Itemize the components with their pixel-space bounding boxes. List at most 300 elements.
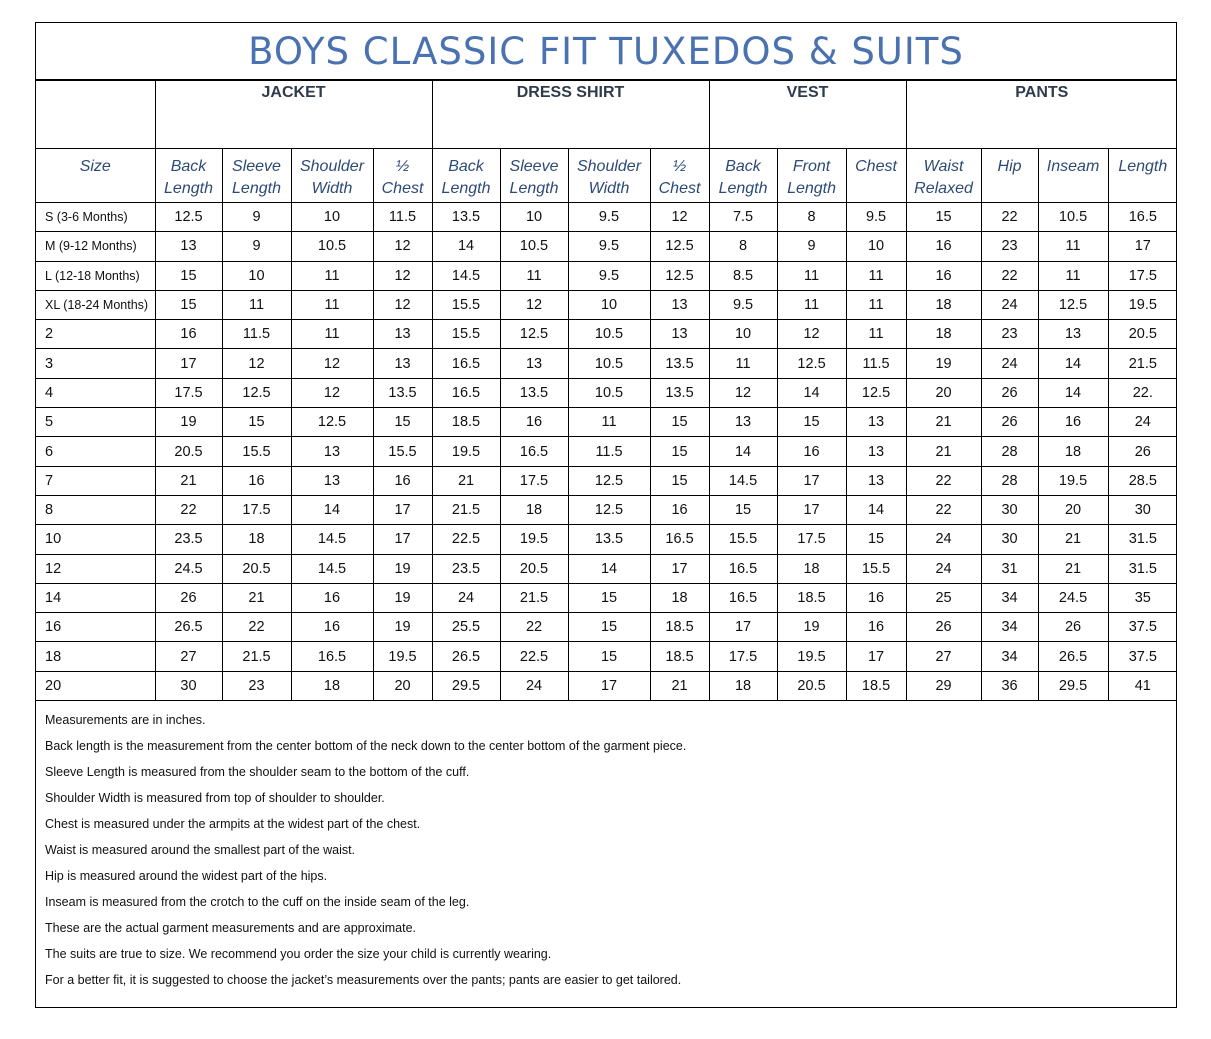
table-cell: 19 — [906, 349, 981, 378]
table-cell: 26 — [1038, 613, 1108, 642]
note-line: Waist is measured around the smallest part of the waist. — [45, 843, 356, 858]
table-cell: 19.5 — [432, 437, 500, 466]
col-header-pants-inseam: Inseam — [1038, 149, 1108, 203]
table-cell: 17 — [155, 349, 222, 378]
table-cell: 15.5 — [373, 437, 432, 466]
table-cell: 13 — [846, 408, 906, 437]
table-cell: 13 — [500, 349, 568, 378]
col-header-shirt-sleeve-length: Sleeve Length — [500, 149, 568, 203]
table-cell: 15 — [650, 408, 709, 437]
table-cell: 18.5 — [432, 408, 500, 437]
table-cell: 16 — [222, 466, 291, 495]
table-cell: 15 — [650, 437, 709, 466]
table-cell: 11 — [846, 320, 906, 349]
table-cell: 26 — [906, 613, 981, 642]
table-cell: 22 — [155, 495, 222, 524]
table-cell: 9.5 — [568, 261, 650, 290]
table-cell: 17 — [568, 671, 650, 700]
table-cell: 12.5 — [155, 203, 222, 232]
table-cell: 26 — [155, 583, 222, 612]
table-cell: 16.5 — [650, 525, 709, 554]
table-cell: 11 — [291, 261, 373, 290]
table-cell: 19.5 — [500, 525, 568, 554]
table-cell: 17 — [709, 613, 777, 642]
table-cell: 13 — [1038, 320, 1108, 349]
table-cell: 12 — [373, 261, 432, 290]
table-cell: 11 — [291, 320, 373, 349]
table-cell: 11 — [500, 261, 568, 290]
table-cell: 11.5 — [846, 349, 906, 378]
table-cell: 16.5 — [709, 554, 777, 583]
table-cell: 23 — [981, 232, 1038, 261]
table-row — [36, 642, 1177, 671]
table-cell: 13 — [650, 290, 709, 319]
table-cell: 12 — [777, 320, 846, 349]
table-cell: 15 — [155, 290, 222, 319]
table-cell: 15 — [568, 613, 650, 642]
table-cell: 21 — [222, 583, 291, 612]
table-cell: 12.5 — [777, 349, 846, 378]
table-cell: 18.5 — [777, 583, 846, 612]
table-cell: 12.5 — [650, 261, 709, 290]
table-cell: 12 — [373, 232, 432, 261]
table-cell: 17 — [1108, 232, 1177, 261]
column-header-row — [36, 149, 1177, 203]
table-cell: 14 — [432, 232, 500, 261]
size-cell: 7 — [36, 466, 155, 495]
size-table — [36, 80, 1177, 701]
table-cell: 34 — [981, 642, 1038, 671]
table-cell: 16 — [1038, 408, 1108, 437]
table-cell: 13 — [846, 466, 906, 495]
size-chart — [35, 22, 1177, 1008]
table-cell: 17.5 — [500, 466, 568, 495]
table-cell: 18.5 — [650, 642, 709, 671]
table-cell: 22 — [906, 466, 981, 495]
table-cell: 24 — [906, 525, 981, 554]
table-cell: 11.5 — [568, 437, 650, 466]
table-cell: 11 — [846, 290, 906, 319]
col-header-shirt-half-chest: ½ Chest — [650, 149, 709, 203]
table-cell: 18 — [906, 290, 981, 319]
table-cell: 34 — [981, 613, 1038, 642]
table-cell: 18 — [500, 495, 568, 524]
table-cell: 9.5 — [568, 203, 650, 232]
table-cell: 17 — [373, 495, 432, 524]
table-cell: 9 — [777, 232, 846, 261]
table-cell: 15.5 — [846, 554, 906, 583]
table-cell: 24 — [981, 290, 1038, 319]
table-row — [36, 349, 1177, 378]
table-cell: 13 — [155, 232, 222, 261]
table-row — [36, 554, 1177, 583]
table-cell: 14 — [709, 437, 777, 466]
table-cell: 26.5 — [1038, 642, 1108, 671]
table-cell: 15.5 — [709, 525, 777, 554]
col-header-pants-length: Length — [1108, 149, 1177, 203]
table-cell: 31 — [981, 554, 1038, 583]
table-cell: 13 — [291, 466, 373, 495]
table-cell: 12 — [709, 378, 777, 407]
table-cell: 8.5 — [709, 261, 777, 290]
table-cell: 11.5 — [222, 320, 291, 349]
size-cell: 20 — [36, 671, 155, 700]
table-cell: 9 — [222, 203, 291, 232]
size-table-body — [36, 203, 1177, 701]
table-cell: 18 — [650, 583, 709, 612]
group-header-dress-shirt: DRESS SHIRT — [432, 81, 709, 149]
table-cell: 12 — [222, 349, 291, 378]
table-cell: 10 — [500, 203, 568, 232]
note-line: These are the actual garment measurements and are approximate. — [45, 921, 417, 936]
table-cell: 9.5 — [709, 290, 777, 319]
table-cell: 17 — [373, 525, 432, 554]
table-cell: 35 — [1108, 583, 1177, 612]
table-cell: 18.5 — [846, 671, 906, 700]
table-cell: 10.5 — [1038, 203, 1108, 232]
table-cell: 20.5 — [222, 554, 291, 583]
table-cell: 26.5 — [432, 642, 500, 671]
table-cell: 16.5 — [291, 642, 373, 671]
table-cell: 10.5 — [500, 232, 568, 261]
table-cell: 22 — [500, 613, 568, 642]
table-cell: 15 — [906, 203, 981, 232]
table-cell: 12 — [650, 203, 709, 232]
table-cell: 15 — [373, 408, 432, 437]
table-cell: 23.5 — [432, 554, 500, 583]
size-cell: 5 — [36, 408, 155, 437]
col-header-pants-waist-relaxed: Waist Relaxed — [906, 149, 981, 203]
table-cell: 11 — [777, 261, 846, 290]
table-cell: 30 — [981, 525, 1038, 554]
table-cell: 13.5 — [650, 378, 709, 407]
table-cell: 15.5 — [432, 320, 500, 349]
table-cell: 27 — [155, 642, 222, 671]
table-cell: 14.5 — [291, 554, 373, 583]
note-line: Shoulder Width is measured from top of shoulder to shoulder. — [45, 791, 385, 806]
size-cell: 12 — [36, 554, 155, 583]
table-cell: 12.5 — [568, 466, 650, 495]
table-row — [36, 613, 1177, 642]
table-cell: 27 — [906, 642, 981, 671]
note-line: Chest is measured under the armpits at the widest part of the chest. — [45, 817, 421, 832]
table-cell: 15 — [650, 466, 709, 495]
table-cell: 30 — [155, 671, 222, 700]
table-cell: 10 — [846, 232, 906, 261]
size-cell: 16 — [36, 613, 155, 642]
table-cell: 16 — [906, 232, 981, 261]
col-header-shirt-back-length: Back Length — [432, 149, 500, 203]
table-cell: 12.5 — [291, 408, 373, 437]
table-cell: 18 — [906, 320, 981, 349]
table-cell: 13.5 — [500, 378, 568, 407]
table-cell: 24 — [1108, 408, 1177, 437]
col-header-jacket-shoulder-width: Shoulder Width — [291, 149, 373, 203]
table-cell: 15 — [222, 408, 291, 437]
col-header-vest-chest: Chest — [846, 149, 906, 203]
table-cell: 14 — [1038, 378, 1108, 407]
table-cell: 22.5 — [432, 525, 500, 554]
note-line: For a better fit, it is suggested to choose the jacket’s measurements over the pants; pants are easier to get tailored. — [45, 973, 682, 988]
table-cell: 12.5 — [1038, 290, 1108, 319]
col-header-pants-hip: Hip — [981, 149, 1038, 203]
table-cell: 19 — [373, 554, 432, 583]
table-cell: 19.5 — [777, 642, 846, 671]
size-cell: 3 — [36, 349, 155, 378]
col-header-vest-back-length: Back Length — [709, 149, 777, 203]
table-cell: 16.5 — [1108, 203, 1177, 232]
table-cell: 18 — [1038, 437, 1108, 466]
table-cell: 23.5 — [155, 525, 222, 554]
table-cell: 13 — [709, 408, 777, 437]
table-cell: 12.5 — [846, 378, 906, 407]
note-line: Back length is the measurement from the center bottom of the neck down to the center bottom of the garment piece. — [45, 739, 687, 754]
table-cell: 19.5 — [1108, 290, 1177, 319]
table-cell: 20.5 — [777, 671, 846, 700]
table-cell: 22. — [1108, 378, 1177, 407]
table-cell: 11 — [1038, 232, 1108, 261]
table-cell: 37.5 — [1108, 642, 1177, 671]
table-cell: 13.5 — [650, 349, 709, 378]
table-cell: 10.5 — [568, 349, 650, 378]
table-cell: 16 — [291, 583, 373, 612]
table-cell: 11 — [846, 261, 906, 290]
table-cell: 30 — [981, 495, 1038, 524]
table-cell: 20.5 — [155, 437, 222, 466]
table-cell: 14.5 — [709, 466, 777, 495]
table-cell: 22 — [981, 261, 1038, 290]
table-cell: 26 — [981, 378, 1038, 407]
table-cell: 23 — [222, 671, 291, 700]
table-cell: 9 — [222, 232, 291, 261]
table-cell: 17 — [650, 554, 709, 583]
group-header-vest: VEST — [709, 81, 906, 149]
note-line: Measurements are in inches. — [45, 713, 206, 728]
table-cell: 15.5 — [432, 290, 500, 319]
table-cell: 18 — [777, 554, 846, 583]
table-cell: 12.5 — [650, 232, 709, 261]
table-cell: 12.5 — [568, 495, 650, 524]
notes-section — [36, 701, 1176, 993]
table-cell: 17.5 — [222, 495, 291, 524]
table-cell: 19 — [155, 408, 222, 437]
table-cell: 16 — [291, 613, 373, 642]
table-cell: 12 — [291, 378, 373, 407]
table-cell: 16 — [777, 437, 846, 466]
table-cell: 13 — [373, 349, 432, 378]
table-cell: 24.5 — [1038, 583, 1108, 612]
table-cell: 16 — [373, 466, 432, 495]
table-cell: 16 — [846, 613, 906, 642]
table-cell: 17.5 — [777, 525, 846, 554]
col-header-jacket-half-chest: ½ Chest — [373, 149, 432, 203]
table-row — [36, 378, 1177, 407]
table-cell: 25 — [906, 583, 981, 612]
table-cell: 18.5 — [650, 613, 709, 642]
group-header-jacket: JACKET — [155, 81, 432, 149]
table-cell: 20 — [1038, 495, 1108, 524]
group-header-blank — [36, 81, 155, 149]
table-cell: 28.5 — [1108, 466, 1177, 495]
table-cell: 8 — [709, 232, 777, 261]
table-cell: 15 — [155, 261, 222, 290]
col-header-shirt-shoulder-width: Shoulder Width — [568, 149, 650, 203]
col-header-vest-front-length: Front Length — [777, 149, 846, 203]
table-cell: 17.5 — [709, 642, 777, 671]
table-cell: 14 — [777, 378, 846, 407]
table-cell: 10 — [709, 320, 777, 349]
table-cell: 21 — [906, 408, 981, 437]
table-cell: 17 — [846, 642, 906, 671]
table-cell: 17.5 — [155, 378, 222, 407]
size-cell: 14 — [36, 583, 155, 612]
table-cell: 18 — [291, 671, 373, 700]
col-header-size: Size — [36, 149, 155, 203]
group-header-row — [36, 81, 1177, 149]
table-cell: 16 — [846, 583, 906, 612]
table-cell: 19 — [777, 613, 846, 642]
size-cell: 4 — [36, 378, 155, 407]
table-cell: 11 — [709, 349, 777, 378]
table-row — [36, 495, 1177, 524]
table-cell: 37.5 — [1108, 613, 1177, 642]
table-cell: 15 — [709, 495, 777, 524]
table-cell: 24 — [906, 554, 981, 583]
group-header-pants: PANTS — [906, 81, 1177, 149]
table-cell: 14 — [568, 554, 650, 583]
size-cell: 6 — [36, 437, 155, 466]
table-cell: 7.5 — [709, 203, 777, 232]
table-cell: 17 — [777, 466, 846, 495]
table-cell: 10.5 — [568, 320, 650, 349]
table-cell: 22 — [222, 613, 291, 642]
table-cell: 19.5 — [1038, 466, 1108, 495]
table-cell: 18 — [222, 525, 291, 554]
table-cell: 15 — [846, 525, 906, 554]
table-cell: 29.5 — [432, 671, 500, 700]
table-cell: 13 — [650, 320, 709, 349]
table-cell: 11 — [777, 290, 846, 319]
table-cell: 21.5 — [1108, 349, 1177, 378]
table-cell: 13 — [373, 320, 432, 349]
note-line: Sleeve Length is measured from the shoulder seam to the bottom of the cuff. — [45, 765, 470, 780]
table-cell: 12 — [291, 349, 373, 378]
size-cell: 2 — [36, 320, 155, 349]
table-cell: 12 — [373, 290, 432, 319]
table-cell: 29.5 — [1038, 671, 1108, 700]
table-cell: 21 — [1038, 554, 1108, 583]
table-cell: 18 — [709, 671, 777, 700]
table-cell: 14.5 — [432, 261, 500, 290]
table-cell: 19.5 — [373, 642, 432, 671]
table-cell: 10.5 — [568, 378, 650, 407]
table-cell: 19 — [373, 613, 432, 642]
table-cell: 24 — [981, 349, 1038, 378]
table-row — [36, 583, 1177, 612]
table-cell: 25.5 — [432, 613, 500, 642]
table-cell: 15 — [568, 583, 650, 612]
table-cell: 31.5 — [1108, 525, 1177, 554]
table-row — [36, 437, 1177, 466]
size-cell: L (12-18 Months) — [36, 261, 155, 290]
table-cell: 36 — [981, 671, 1038, 700]
table-cell: 24 — [500, 671, 568, 700]
table-row — [36, 232, 1177, 261]
table-cell: 21.5 — [222, 642, 291, 671]
table-cell: 21 — [155, 466, 222, 495]
size-cell: M (9-12 Months) — [36, 232, 155, 261]
note-line: Hip is measured around the widest part of the hips. — [45, 869, 328, 884]
table-cell: 10 — [222, 261, 291, 290]
table-cell: 10 — [291, 203, 373, 232]
table-cell: 20.5 — [500, 554, 568, 583]
table-cell: 17 — [777, 495, 846, 524]
table-cell: 34 — [981, 583, 1038, 612]
table-cell: 16 — [155, 320, 222, 349]
table-cell: 13.5 — [568, 525, 650, 554]
table-cell: 16.5 — [432, 378, 500, 407]
table-cell: 11 — [568, 408, 650, 437]
table-cell: 16 — [650, 495, 709, 524]
size-cell: XL (18-24 Months) — [36, 290, 155, 319]
table-cell: 8 — [777, 203, 846, 232]
table-cell: 9.5 — [846, 203, 906, 232]
table-cell: 22.5 — [500, 642, 568, 671]
table-cell: 16.5 — [432, 349, 500, 378]
table-cell: 19 — [373, 583, 432, 612]
table-cell: 11 — [222, 290, 291, 319]
table-cell: 41 — [1108, 671, 1177, 700]
table-cell: 20 — [906, 378, 981, 407]
table-cell: 14 — [291, 495, 373, 524]
table-cell: 20.5 — [1108, 320, 1177, 349]
size-cell: S (3-6 Months) — [36, 203, 155, 232]
table-cell: 29 — [906, 671, 981, 700]
table-cell: 26 — [1108, 437, 1177, 466]
table-cell: 22 — [906, 495, 981, 524]
table-cell: 12.5 — [500, 320, 568, 349]
page-title: BOYS CLASSIC FIT TUXEDOS & SUITS — [36, 23, 1176, 80]
table-cell: 13.5 — [373, 378, 432, 407]
table-cell: 10 — [568, 290, 650, 319]
size-cell: 10 — [36, 525, 155, 554]
table-cell: 20 — [373, 671, 432, 700]
table-row — [36, 408, 1177, 437]
table-cell: 31.5 — [1108, 554, 1177, 583]
table-cell: 24.5 — [155, 554, 222, 583]
table-cell: 21 — [650, 671, 709, 700]
table-row — [36, 671, 1177, 700]
col-header-jacket-back-length: Back Length — [155, 149, 222, 203]
table-cell: 13 — [846, 437, 906, 466]
table-cell: 15 — [568, 642, 650, 671]
table-cell: 26.5 — [155, 613, 222, 642]
table-row — [36, 290, 1177, 319]
table-cell: 16 — [906, 261, 981, 290]
table-cell: 11 — [1038, 261, 1108, 290]
table-cell: 11 — [291, 290, 373, 319]
table-cell: 12 — [500, 290, 568, 319]
table-cell: 16.5 — [500, 437, 568, 466]
table-row — [36, 466, 1177, 495]
table-cell: 13 — [291, 437, 373, 466]
table-cell: 21 — [432, 466, 500, 495]
note-line: Inseam is measured from the crotch to the cuff on the inside seam of the leg. — [45, 895, 470, 910]
table-cell: 21 — [906, 437, 981, 466]
col-header-jacket-sleeve-length: Sleeve Length — [222, 149, 291, 203]
table-cell: 17.5 — [1108, 261, 1177, 290]
table-cell: 30 — [1108, 495, 1177, 524]
